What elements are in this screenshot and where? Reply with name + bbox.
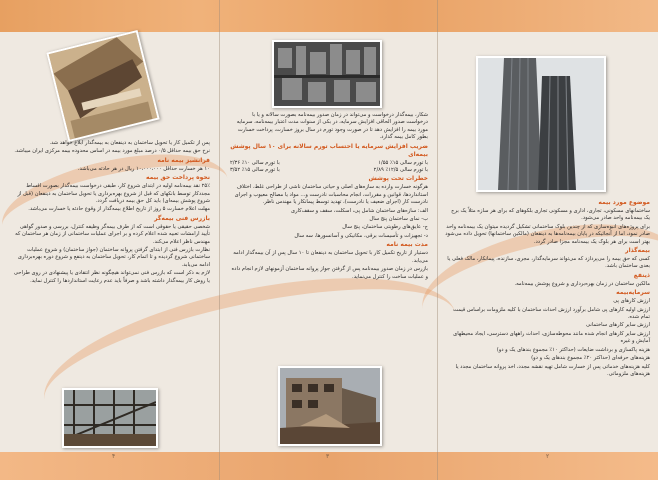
photo-construction-scaffold xyxy=(62,388,158,448)
section-heading: بازرس فنی بیمه‌گر xyxy=(154,214,210,222)
list-item: هزینه‌های حرفه‌ای (حداکثر ۲۰٪ مجموع بندهای یک و دو) xyxy=(531,355,650,362)
page-number: ۳ xyxy=(326,453,330,460)
text-paragraph: هرگونه خسارت وارده به سازه‌های اصلی و حیاتی ساختمان ناشی از طراحی غلط، اختلاف استانداردها، قوانین و مقررات، انجام محاسبات نادرست و... مواد یا مصالح معیوب و اجرای نادرست کار (اجرای ضعیف یا نادرست)، تهدید توسط پیمانکار یا مهندس ناظر. xyxy=(234,184,428,206)
section-heading: ضریب افزایش سرمایه یا احتساب تورم سالانه برای ۱۰ سال پوشش بیمه‌ای xyxy=(230,142,428,158)
list-item: ارزش کارهای پی xyxy=(613,298,650,305)
text-paragraph: الف: سازه‌های ساختمان شامل پی، اسکلت، سقف و سقف‌کاری xyxy=(291,207,428,214)
list-item: ارزش اولیه کارهای پی شامل برآورد ارزش احداث ساختمان با کلیه ملزومات براساس قیمت تمام شده. xyxy=(453,306,650,321)
text-paragraph: کلیه هزینه‌های خدماتی پس از خسارت شامل تهیه نقشه مجدد، اخذ پروانه ساختمان مجدد یا هزینه‌های ملزوماتی. xyxy=(455,363,650,377)
text-paragraph: مالکین ساختمان در زمان بهره‌برداری و شروع پوشش بیمه‌نامه. xyxy=(514,280,650,287)
text-paragraph: نظارت بازرس فنی از ابتدای گرفتن پروانه ساختمان (جواز ساختمان) و شروع عملیات ساختمانی شروع گردیده و تا اتمام کار، تحویل ساختمان به ذینفع و شروع دوره بهره‌برداری ادامه می‌یابد. xyxy=(17,247,210,268)
skyscrapers-image xyxy=(478,58,604,190)
inflation-value: ۲/۸۹ xyxy=(373,167,384,174)
text-paragraph: شکار، بیمه‌گذار درخواست و می‌تواند در زمان صدور بیمه‌نامه بصورت سالانه و یا با درخواست صدور الحاقی افزایش سرمایه، در بکی از سنوات مدت اعتبار بیمه‌نامه، سرمایه مورد بیمه را افزایش دهد تا در صورت وجود تورم در سال بروز خسارت، پرداخت خسارت بطور کامل بیمه گذارد. xyxy=(236,112,428,141)
middle-text-column xyxy=(230,112,428,282)
section-heading: بیمه‌گذار xyxy=(625,247,650,255)
photo-aerial-city xyxy=(272,40,382,108)
inflation-value: ۲/۳۶ xyxy=(230,159,241,166)
panel-right xyxy=(438,0,658,480)
page-number: ۲ xyxy=(546,453,550,460)
text-paragraph: کسی که حق بیمه را می‌پردازد که می‌تواند سرمایه‌گذار، مجری، سازنده، پیمانکار، مالک فعلی یا بعدی ساختمان باشد. xyxy=(447,256,650,270)
text-paragraph: مهلت اعلام خسارت ۵ روز از تاریخ اطلاع بیمه‌گذار از وقوع حادثه یا خسارت می‌باشد. xyxy=(28,206,210,213)
left-text-column xyxy=(10,140,210,286)
aerial-city-image xyxy=(274,42,380,106)
text-paragraph: ۲۵٪ نقد بیمه‌نامه اولیه در ابتدای شروع کار، طبقی درخواست بیمه‌گذار بصورت اقساط مجددکار توسط بانکهای که قبل از شروع بهره‌برداری یا تحویل ساختمان به ذینفعان (قبل از شروع پوشش بیمه‌ای) باید کل حق بیمه دریافت گردد. xyxy=(17,183,210,205)
section-heading: خطرات تحت پوشش xyxy=(368,175,428,183)
photo-collapsed-building xyxy=(46,30,159,142)
section-heading: نحوه پرداخت حق بیمه xyxy=(145,174,210,182)
inflation-label: با تورم سالی ۱۰٪ xyxy=(241,159,280,166)
section-heading: مدت بیمه نامه xyxy=(386,241,428,249)
damaged-building-image xyxy=(280,368,380,444)
panel-middle xyxy=(220,0,437,480)
photo-damaged-building xyxy=(278,366,382,446)
inflation-value: ۳/۵۲ xyxy=(230,167,241,174)
list-item: ب- نمای ساختمان پنج سال xyxy=(369,216,428,223)
list-item: ج- عایق‌های رطوبتی ساختمان، پنج سال xyxy=(342,224,428,231)
section-heading: موضوع مورد بیمه xyxy=(598,199,650,206)
list-item: ارزش سایر کارهای انجام شده مانند محوطه‌سازی، احداث راههای دسترسی، ایجاد محیطهای آمایش و غیره xyxy=(453,330,650,345)
text-paragraph: بازرس در زمان صدور بیمه‌نامه پس از گرفتن جواز پروانه ساختمان آزمونهای لازم انجام داده و عملیات ساخت را کنترل می‌نماید. xyxy=(231,266,428,280)
inflation-label: با تورم سالی ۱۵٪ xyxy=(241,167,280,174)
panel-left xyxy=(0,0,219,480)
section-heading: سرمایه‌بیمه xyxy=(616,289,650,297)
section-heading: ذینفع xyxy=(633,271,650,279)
text-paragraph: لازم به ذکر است که بازرس فنی نمی‌تواند هیچگونه نظر انتقادی یا پیشنهادی در روی طراحی یا روش کار بیمه‌گذار داشته باشد و صرفاً باید عدم رعایت استانداردها را کنترل نماید. xyxy=(13,270,210,284)
text-paragraph: دستیار از تاریخ تکمیل کار با تحویل ساختمان به ذینفعان تا ۱۰ سال پس از آن بیمه‌گذار ادامه می‌یابد. xyxy=(233,250,428,264)
list-item: هزینه پاکسازی و برداشت ضایعات (حداکثر ۱۰٪ مجموع بندهای یک و دو) xyxy=(496,346,650,353)
inflation-row xyxy=(230,160,428,167)
right-text-column xyxy=(444,198,650,379)
text-paragraph: برای پروژه‌های انبوه‌سازی که از چندین بلوک ساختمانی تشکیل گردیده میتوان یک بیمه‌نامه واحد صادر نمود، اما از آنجائیکه در پایان بیمه‌نامه‌ها به ذینفعان (مالکین ساختمانها) تحویل داده می‌شود بهتر است برای هر بلوک یک بیمه‌نامه مجزا صادر گردد. xyxy=(445,223,650,245)
text-paragraph: ساختمانهای مسکونی، تجاری، اداری و مسکونی تجاری بلکوهای که برای هر سازه مثلاً یک برج یک بیمه‌نامه واحد صادر می‌شود. xyxy=(451,208,650,222)
construction-image xyxy=(64,390,156,446)
text-paragraph: شخصی حقیقی یا حقوقی است که از طرف بیمه‌گر وظیفه کنترل، بررسی و صدور گواهی تأیید ارامشات تعبیه شده اعلام کرده و بر اجرای عملیات ساختمانی از زمان هر ساختمان که مهندس ناظر اعلام می‌کند. xyxy=(15,223,210,245)
text-paragraph: نرخ حق بیمه حداقل ۰/۵ درصد مبلغ مورد بیمه در اساس محدوده بیمه مرکزی ایران میباشد. xyxy=(14,148,210,155)
text-paragraph: ۱۰ هر خسارت حداقل ۱۰،۰۰۰،۰۰۰ ریال در هر حادثه می‌باشد. xyxy=(77,165,210,172)
inflation-label: با تورم سالی ۱۲/۵٪ xyxy=(385,167,428,174)
inflation-value: ۱/۵۵ xyxy=(378,159,389,166)
collapsed-building-image xyxy=(49,32,158,139)
list-item: ارزش سایر کارهای ساختمانی xyxy=(586,322,650,329)
photo-skyscrapers xyxy=(476,56,606,192)
inflation-row xyxy=(230,167,428,174)
inflation-label: با تورم سالی ۱۵٪ xyxy=(389,159,428,166)
page-number: ۴ xyxy=(112,453,116,460)
list-item: د- تجهیزات و تأسیسات برقی، مکانیکی و آسانسورها، سه سال xyxy=(294,232,428,239)
text-paragraph: پس از تکمیل کار یا تحویل ساختمان به ذینفعان به بیمه‌گذار ابلاغ خواهد شد. xyxy=(49,140,210,146)
section-heading: فرانشیز بیمه نامه xyxy=(157,156,210,164)
